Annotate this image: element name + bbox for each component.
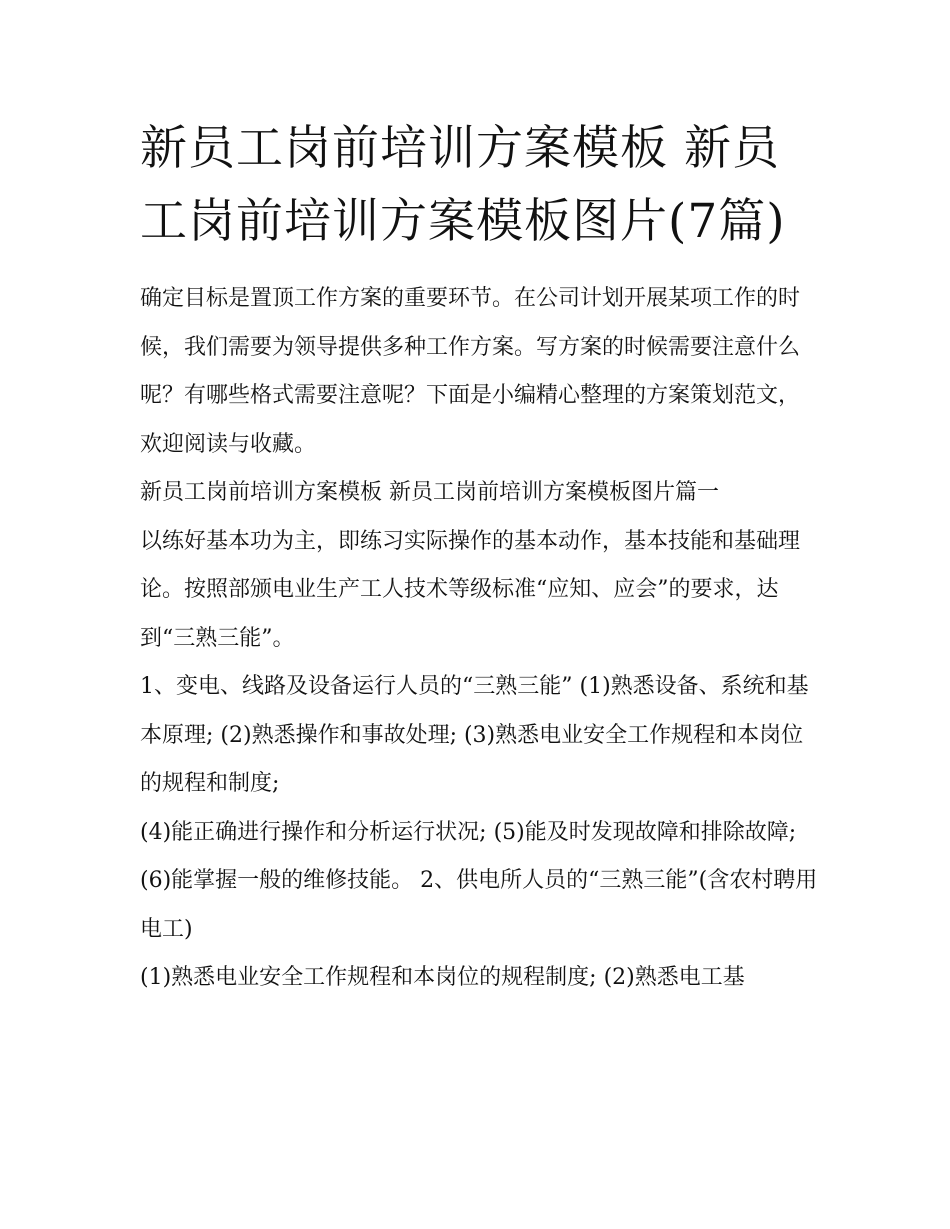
paragraph-item-1-cont: (4)能正确进行操作和分析运行状况; (5)能及时发现故障和排除故障; (6)能掌握一般的维修技能。 2、供电所人员的“三熟三能”(含农村聘用电工): [140, 819, 818, 942]
paragraph-intro: 确定目标是置顶工作方案的重要环节。在公司计划开展某项工作的时候，我们需要为领导提供多种工作方案。写方案的时候需要注意什么呢？有哪些格式需要注意呢？下面是小编精心整理的方案策划范文，欢迎阅读与收藏。: [140, 286, 801, 457]
paragraph-basics: 以练好基本功为主，即练习实际操作的基本动作，基本技能和基础理论。按照部颁电业生产工人技术等级标准“应知、应会”的要求，达到“三熟三能”。: [140, 528, 801, 651]
document-title: 新员工岗前培训方案模板 新员工岗前培训方案模板图片(7篇): [140, 121, 786, 249]
document-content: [140, 112, 820, 1003]
document-body: [140, 275, 820, 1003]
paragraph-item-1: 1、变电、线路及设备运行人员的“三熟三能” (1)熟悉设备、系统和基本原理; (2)熟悉操作和事故处理; (3)熟悉电业安全工作规程和本岗位的规程和制度;: [140, 674, 809, 796]
paragraph-section-heading: 新员工岗前培训方案模板 新员工岗前培训方案模板图片篇一: [140, 480, 719, 505]
paragraph-item-2: (1)熟悉电业安全工作规程和本岗位的规程制度; (2)熟悉电工基: [140, 965, 745, 990]
